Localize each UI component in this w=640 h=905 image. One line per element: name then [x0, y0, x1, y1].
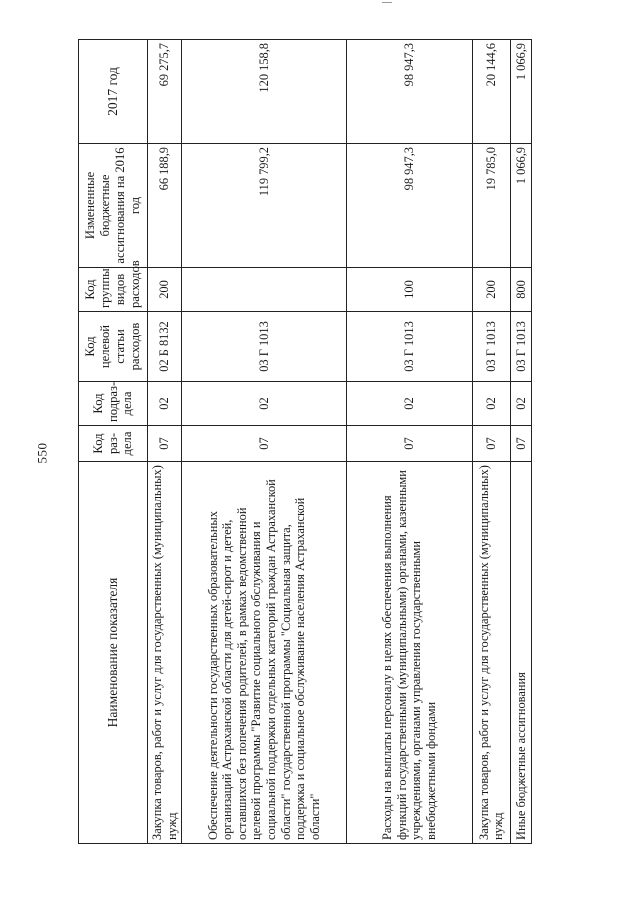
row-subsection: 02	[346, 382, 472, 426]
rotated-table-frame	[78, 40, 532, 844]
row-year-2017: 1 066,9	[511, 40, 532, 144]
row-name: Закупка товаров, работ и услуг для государственных (муниципальных) нужд	[472, 462, 511, 844]
row-section: 07	[346, 426, 472, 462]
row-year-2017: 98 947,3	[346, 40, 472, 144]
row-name: Закупка товаров, работ и услуг для государственных (муниципальных) нужд	[148, 462, 182, 844]
row-changed: 119 799,2	[182, 144, 346, 268]
row-subsection: 02	[472, 382, 511, 426]
row-name: Обеспечение деятельности государственных образовательных организаций Астраханской области для детей-сирот и детей, оставшихся без попечения родителей, в рамках ведомственной целевой программы "Развитие социального обслуживания и социальной поддержки отдельных категорий граждан Астраханской области" государственной программы "Социальная защита, поддержка и социальное обслуживание населения Астраханской области"	[182, 462, 346, 844]
header-subsection: Код подраз-дела	[79, 382, 148, 426]
row-group	[182, 268, 346, 312]
row-target: 03 Г 1013	[472, 312, 511, 382]
header-year-2017: 2017 год	[79, 40, 148, 144]
row-subsection: 02	[511, 382, 532, 426]
row-section: 07	[148, 426, 182, 462]
row-group: 200	[148, 268, 182, 312]
scan-mark	[382, 2, 392, 3]
row-group: 100	[346, 268, 472, 312]
row-year-2017: 120 158,8	[182, 40, 346, 144]
header-group: Код группы видов расходов	[79, 268, 148, 312]
row-year-2017: 20 144,6	[472, 40, 511, 144]
row-section: 07	[472, 426, 511, 462]
budget-table-container	[78, 40, 532, 844]
row-target: 03 Г 1013	[182, 312, 346, 382]
row-changed: 1 066,9	[511, 144, 532, 268]
row-target: 03 Г 1013	[346, 312, 472, 382]
table-row	[472, 40, 511, 844]
row-changed: 66 188,9	[148, 144, 182, 268]
row-section: 07	[182, 426, 346, 462]
row-changed: 19 785,0	[472, 144, 511, 268]
budget-table	[78, 39, 532, 844]
row-year-2017: 69 275,7	[148, 40, 182, 144]
header-target: Код целевой статьи расходов	[79, 312, 148, 382]
row-subsection: 02	[148, 382, 182, 426]
row-subsection: 02	[182, 382, 346, 426]
row-group: 800	[511, 268, 532, 312]
row-name: Расходы на выплаты персоналу в целях обеспечения выполнения функций государственными (муниципальными) органами, казенными учреждениями, органами управления государственными внебюджетными фондами	[346, 462, 472, 844]
table-row	[148, 40, 182, 844]
row-name: Иные бюджетные ассигнования	[511, 462, 532, 844]
table-row	[346, 40, 472, 844]
row-target: 02 Б 8132	[148, 312, 182, 382]
table-row	[511, 40, 532, 844]
header-section: Код раз-дела	[79, 426, 148, 462]
row-group: 200	[472, 268, 511, 312]
row-target: 03 Г 1013	[511, 312, 532, 382]
page-number: 550	[34, 442, 50, 464]
header-changed: Измененные бюджетные ассигнования на 2016 год	[79, 144, 148, 268]
row-section: 07	[511, 426, 532, 462]
header-name: Наименование показателя	[79, 462, 148, 844]
table-row	[182, 40, 346, 844]
table-header-row	[79, 40, 148, 844]
row-changed: 98 947,3	[346, 144, 472, 268]
